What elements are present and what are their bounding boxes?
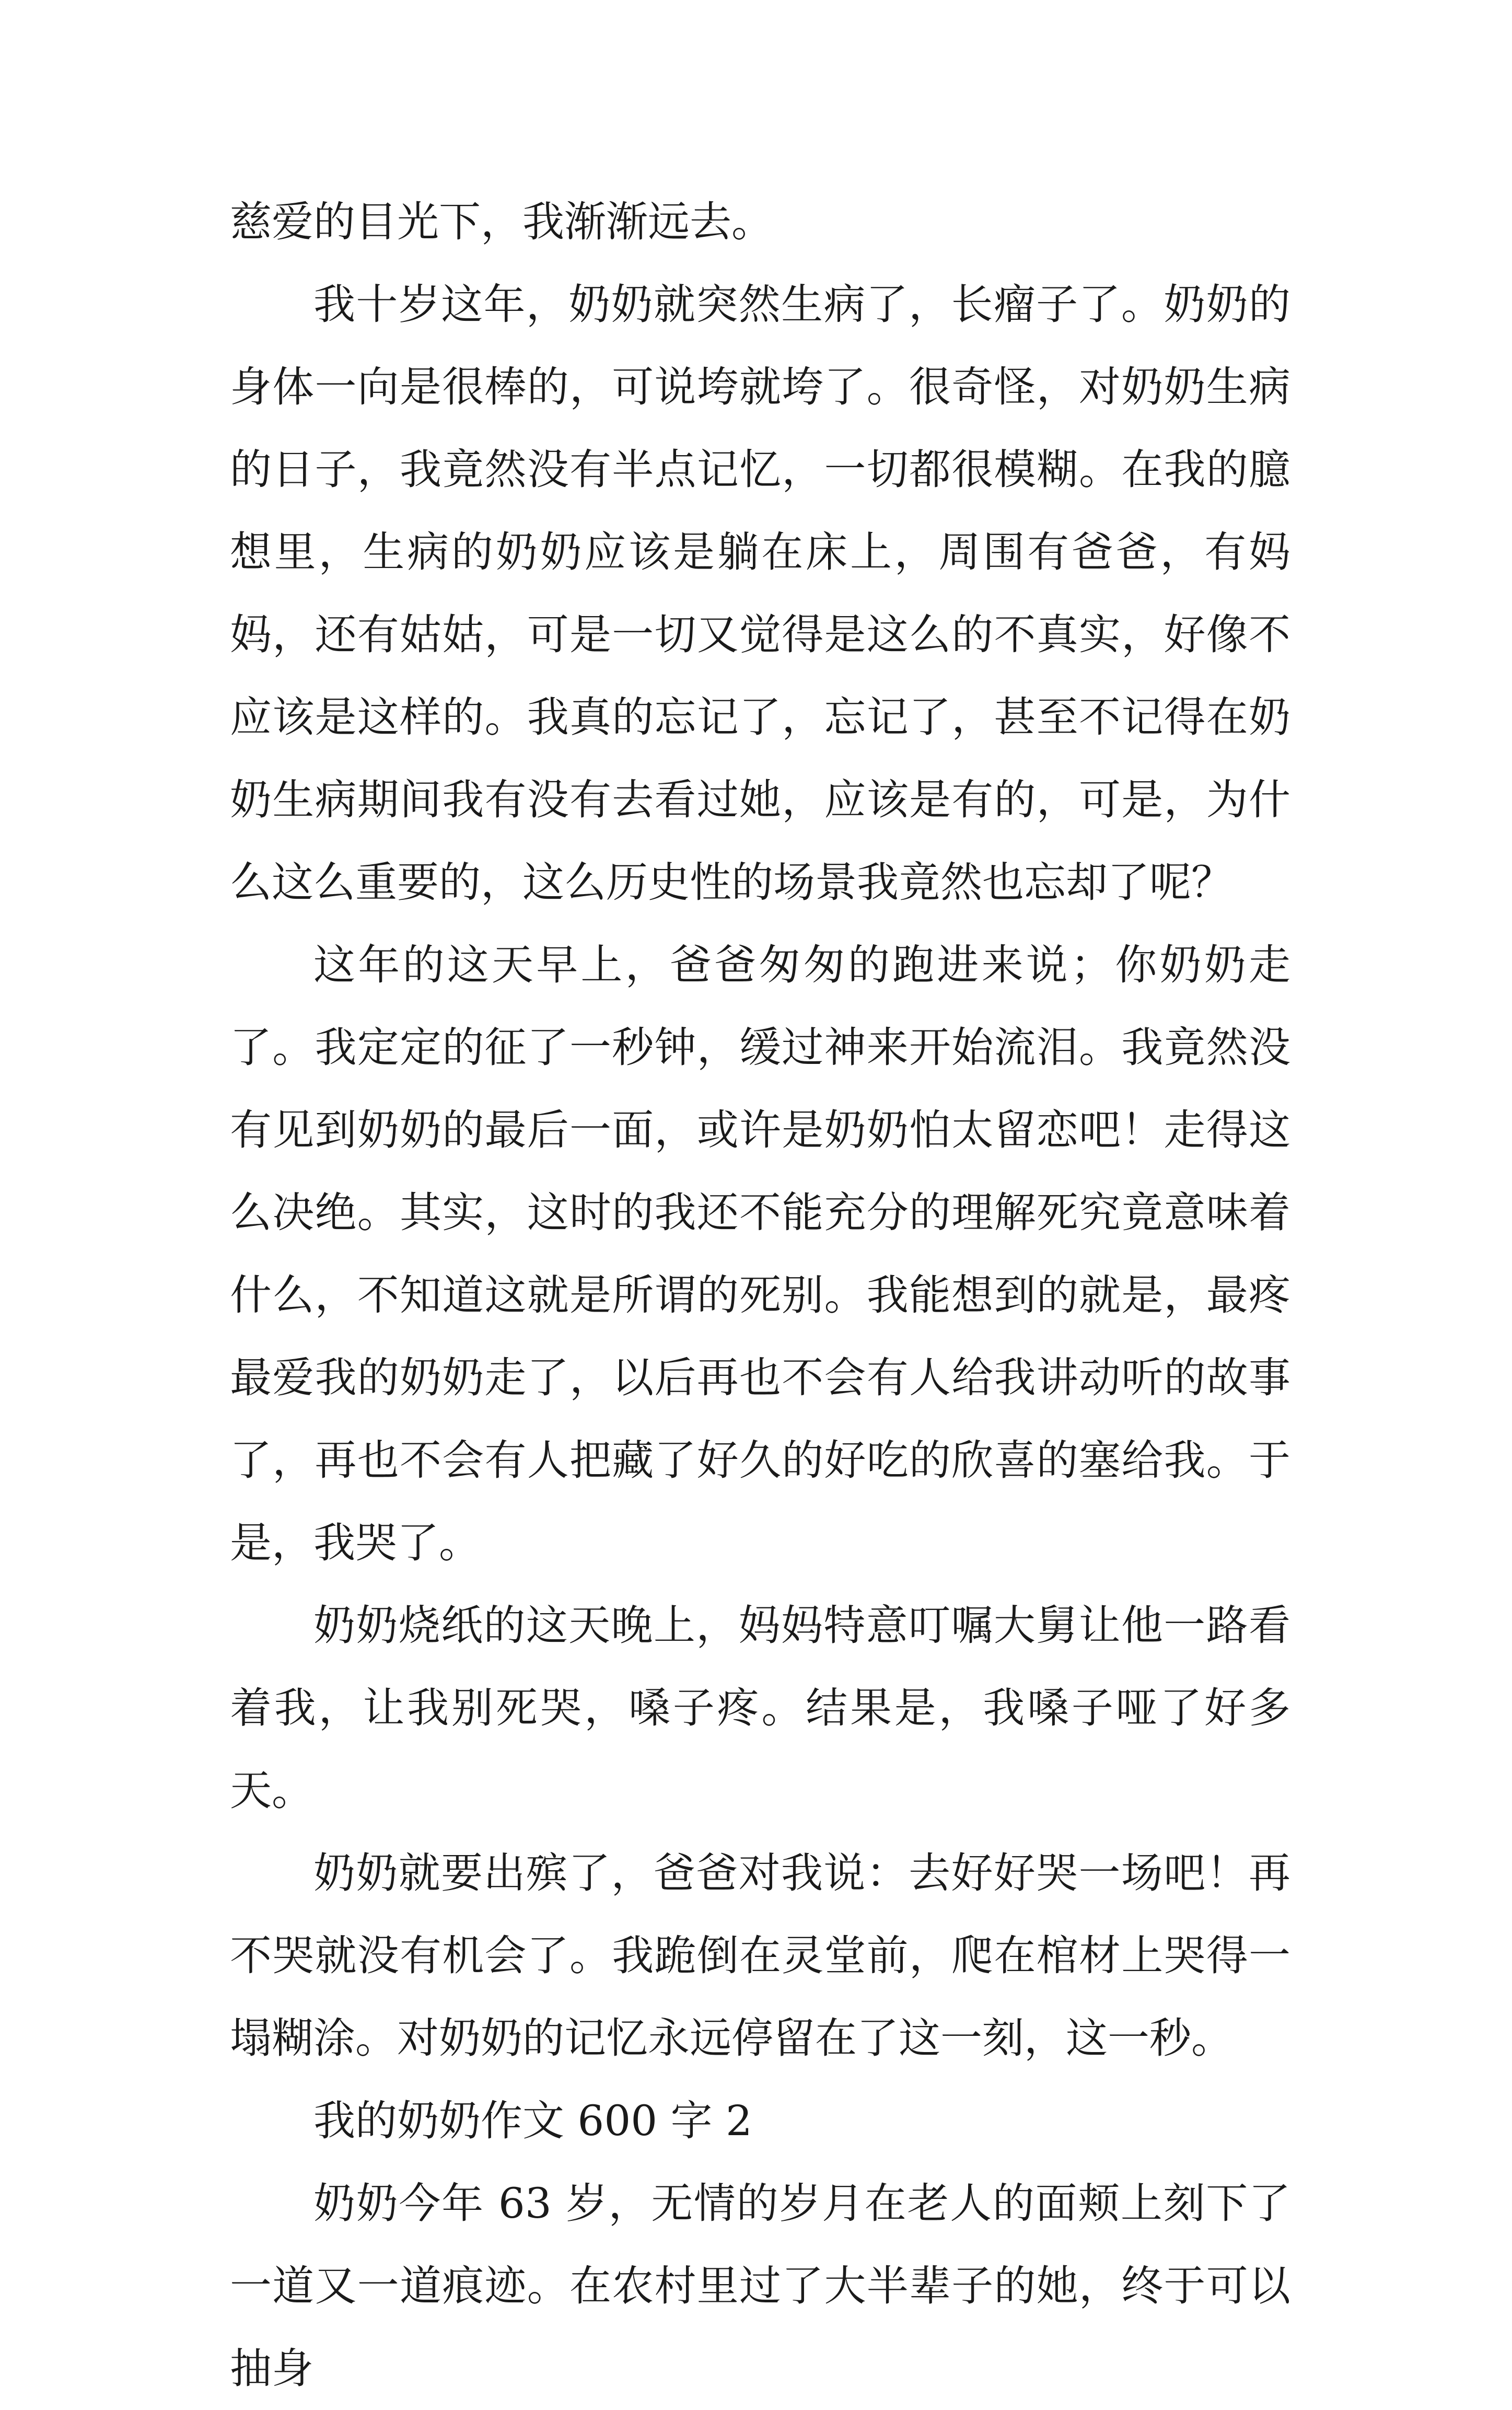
paragraph-5: 奶奶就要出殡了，爸爸对我说：去好好哭一场吧！再不哭就没有机会了。我跪倒在灵堂前，爬在棺材上哭得一塌糊涂。对奶奶的记忆永远停留在了这一刻，这一秒。 — [230, 1849, 1290, 2063]
paragraph-2: 我十岁这年，奶奶就突然生病了，长瘤子了。奶奶的身体一向是很棒的，可说垮就垮了。很奇怪，对奶奶生病的日子，我竟然没有半点记忆，一切都很模糊。在我的臆想里，生病的奶奶应该是躺在床上，周围有爸爸，有妈妈，还有姑姑，可是一切又觉得是这么的不真实，好像不应该是这样的。我真的忘记了，忘记了，甚至不记得在奶奶生病期间我有没有去看过她，应该是有的，可是，为什么这么重要的，这么历史性的场景我竟然也忘却了呢？ — [230, 280, 1290, 907]
section-heading: 我的奶奶作文 600 字 2 — [313, 2096, 752, 2145]
paragraph-1: 慈爱的目光下，我渐渐远去。 — [230, 198, 773, 246]
paragraph-3: 这年的这天早上，爸爸匆匆的跑进来说；你奶奶走了。我定定的征了一秒钟，缓过神来开始流泪。我竟然没有见到奶奶的最后一面，或许是奶奶怕太留恋吧！走得这么决绝。其实，这时的我还不能充分的理解死究竟意味着什么，不知道这就是所谓的死别。我能想到的就是，最疼最爱我的奶奶走了，以后再也不会有人给我讲动听的故事了，再也不会有人把藏了好久的好吃的欣喜的塞给我。于是，我哭了。 — [230, 941, 1290, 1567]
paragraph-4: 奶奶烧纸的这天晚上，妈妈特意叮嘱大舅让他一路看着我，让我别死哭，嗓子疼。结果是，我嗓子哑了好多天。 — [230, 1601, 1290, 1815]
document-body — [230, 181, 1290, 2410]
paragraph-6: 奶奶今年 63 岁，无情的岁月在老人的面颊上刻下了一道又一道痕迹。在农村里过了大半辈子的她，终于可以抽身 — [230, 2179, 1290, 2393]
